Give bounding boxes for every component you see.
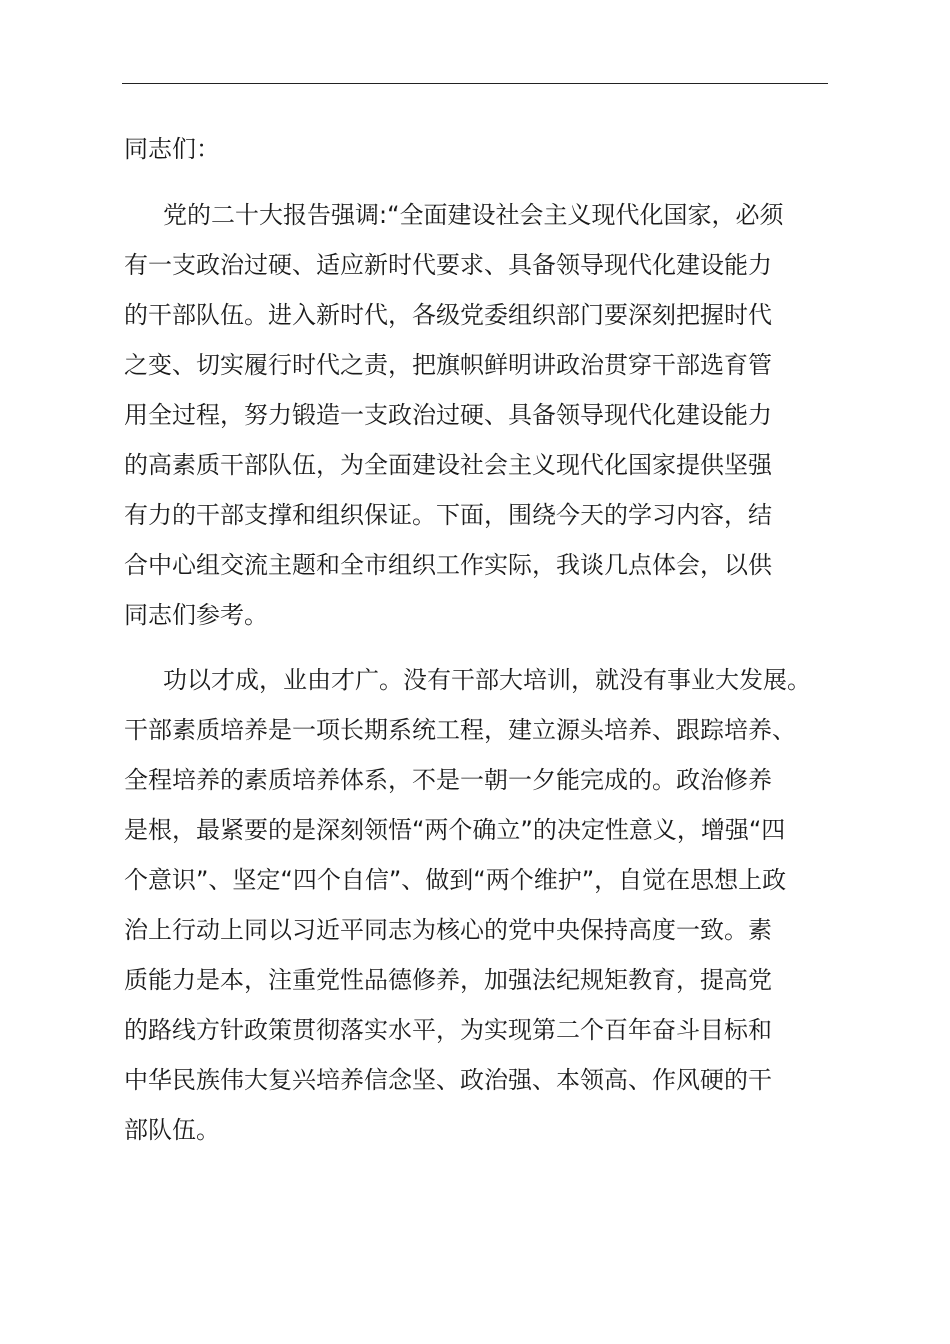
- paragraph-2-line: 质能力是本，注重党性品德修养，加强法纪规矩教育，提高党: [124, 966, 772, 994]
- paragraph-1-line: 的高素质干部队伍，为全面建设社会主义现代化国家提供坚强: [124, 451, 772, 479]
- paragraph-2-line: 部队伍。: [124, 1116, 220, 1144]
- paragraph-1-line: 之变、切实履行时代之责，把旗帜鲜明讲政治贯穿干部选育管: [124, 351, 772, 379]
- salutation: 同志们：: [124, 135, 220, 163]
- paragraph-2-line: 全程培养的素质培养体系，不是一朝一夕能完成的。政治修养: [124, 766, 772, 794]
- paragraph-1-line: 的干部队伍。进入新时代，各级党委组织部门要深刻把握时代: [124, 301, 772, 329]
- paragraph-1-line: 合中心组交流主题和全市组织工作实际，我谈几点体会，以供: [124, 551, 772, 579]
- paragraph-2-line: 干部素质培养是一项长期系统工程，建立源头培养、跟踪培养、: [124, 716, 796, 744]
- paragraph-1-line: 有力的干部支撑和组织保证。下面，围绕今天的学习内容，结: [124, 501, 772, 529]
- paragraph-2-line: 的路线方针政策贯彻落实水平，为实现第二个百年奋斗目标和: [124, 1016, 772, 1044]
- paragraph-1-line: 有一支政治过硬、适应新时代要求、具备领导现代化建设能力: [124, 251, 772, 279]
- paragraph-2-line: 中华民族伟大复兴培养信念坚、政治强、本领高、作风硬的干: [124, 1066, 772, 1094]
- paragraph-2-line: 功以才成，业由才广。没有干部大培训，就没有事业大发展。: [163, 666, 811, 694]
- paragraph-1-line: 党的二十大报告强调:“全面建设社会主义现代化国家，必须: [163, 201, 784, 229]
- header-rule: [122, 83, 828, 84]
- paragraph-2-line: 个意识”、坚定“四个自信”、做到“两个维护”，自觉在思想上政: [124, 866, 787, 894]
- paragraph-1-line: 同志们参考。: [124, 601, 268, 629]
- paragraph-2-line: 治上行动上同以习近平同志为核心的党中央保持高度一致。素: [124, 916, 772, 944]
- paragraph-2-line: 是根，最紧要的是深刻领悟“两个确立”的决定性意义，增强“四: [124, 816, 786, 844]
- paragraph-1-line: 用全过程，努力锻造一支政治过硬、具备领导现代化建设能力: [124, 401, 772, 429]
